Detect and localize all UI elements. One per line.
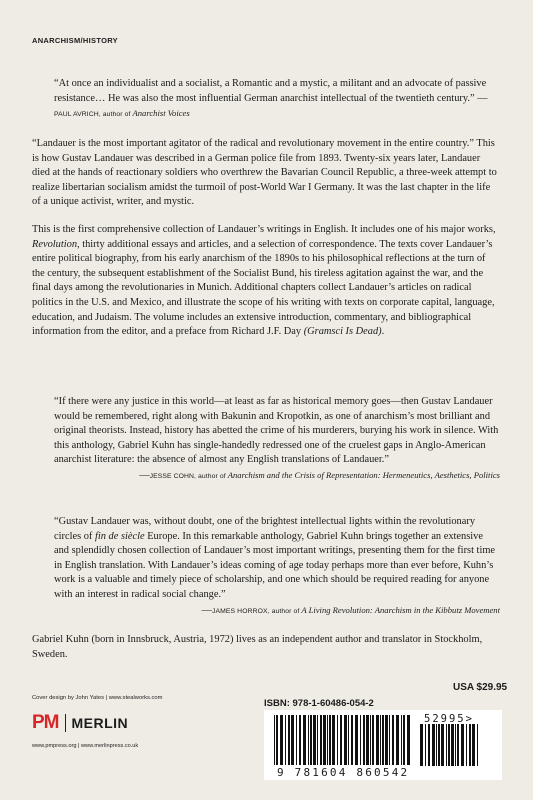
quote-avrich xyxy=(54,77,500,123)
quote-author-suffix: , author of xyxy=(98,111,133,119)
barcode-bar xyxy=(448,724,450,766)
barcode-bar xyxy=(420,724,423,766)
barcode-bar xyxy=(401,715,402,765)
para2-text-2: , thirty additional essays and articles, and a selection of correspondence. The texts cover Landauer’s entire political biography, from his early anarchism of the 1890s to his philosophical reflections at the turn of the century, the subsequent establishment of the Socialist Bund, his tireless agitation against the war, and the final days among the revolutionaries in Munich. Additional chapters collect Landauer’s articles on radical politics in the U.S. and Mexico, and illustrate the scope of his writing with texts on corporate capital, language, education, and Judaism. The volume includes an extensive introduction, commentary, and bibliographical information from the editor, and a preface from Richard J.F. Day xyxy=(32,238,495,338)
barcode-bar xyxy=(276,715,278,765)
barcode-bar xyxy=(363,715,365,765)
barcode-bar xyxy=(385,715,388,765)
quote-attribution xyxy=(54,468,500,485)
quote-author-suffix: , author of xyxy=(194,472,228,480)
barcode-bar xyxy=(323,715,326,765)
barcode-bar xyxy=(438,724,440,766)
para2-text-1: This is the first comprehensive collection of Landauer’s writings in English. It includes one of his major works, xyxy=(32,224,496,235)
barcode-bar xyxy=(320,715,322,765)
barcode-bar xyxy=(392,715,394,765)
barcode-bar xyxy=(310,715,312,765)
barcode-bar xyxy=(376,715,379,765)
category-label: ANARCHISM/HISTORY xyxy=(32,36,118,45)
barcode-bar xyxy=(403,715,405,765)
quote-text-2: Europe. In this remarkable anthology, Gabriel Kuhn brings together an extensive and splendidly chosen collection of Landauer’s most important writings, presenting them for the first time in English translation. With Landauer’s ideas coming of age today perhaps more than ever before, Kuhn’s work is a valuable and timely piece of scholarship, and one which should be required reading for anyone with an interest in radical social change.” xyxy=(54,530,496,600)
para2-title-revolution: Revolution xyxy=(32,238,78,250)
para2-title-gramsci: (Gramsci Is Dead) xyxy=(303,326,382,338)
barcode-bar xyxy=(461,724,464,766)
barcode-bar xyxy=(372,715,374,765)
logo-divider xyxy=(65,714,66,732)
cover-design-credit: Cover design by John Yates | www.stealworks.com xyxy=(32,695,163,701)
barcode-bar xyxy=(436,724,437,766)
quote-book: Anarchism and the Crisis of Representation: Hermeneutics, Aesthetics, Politics xyxy=(227,469,500,480)
barcode-bar xyxy=(389,715,390,765)
quote-dash: — xyxy=(201,604,213,616)
publisher-logo xyxy=(32,712,128,734)
publisher-urls: www.pmpress.org | www.merlinpress.co.uk xyxy=(32,743,139,749)
barcode-bar xyxy=(351,715,353,765)
barcode-bar xyxy=(396,715,399,765)
barcode-bar xyxy=(380,715,381,765)
barcode-bar xyxy=(274,715,275,765)
barcode-bar xyxy=(291,715,294,765)
quote-horrox xyxy=(54,515,500,619)
quote-text-1: “Gustav Landauer was, without doubt, one of the brightest intellectual lights within the revolutionary circles of xyxy=(54,516,476,542)
barcode-bar xyxy=(348,715,349,765)
price-addon-barcode xyxy=(420,724,482,774)
barcode-bar xyxy=(428,724,430,766)
barcode-bar xyxy=(308,715,309,765)
barcode-bar xyxy=(432,724,435,766)
quote-book: A Living Revolution: Anarchism in the Kibbutz Movement xyxy=(301,604,500,615)
barcode-bar xyxy=(472,724,475,766)
barcode-bar xyxy=(469,724,471,766)
barcode-bar xyxy=(280,715,283,765)
price-label: USA $29.95 xyxy=(453,682,508,693)
barcode-bar xyxy=(466,724,467,766)
barcode-bar xyxy=(303,715,306,765)
quote-emphasis: fin de siècle xyxy=(94,530,145,542)
barcode-bar xyxy=(329,715,331,765)
para2-text-3: . xyxy=(381,326,385,338)
quote-text: “At once an individualist and a socialist, a Romantic and a mystic, a militant and an advocate of passive resistance… He was also the most influential German anarchist intellectual of the twentieth century.” xyxy=(54,78,487,104)
barcode-bar xyxy=(317,715,318,765)
quote-author: PAUL AVRICH xyxy=(54,111,99,119)
isbn-barcode xyxy=(274,715,414,773)
barcode-bar xyxy=(451,724,454,766)
barcode-bar xyxy=(288,715,290,765)
quote-cohn xyxy=(54,395,500,485)
quote-attribution xyxy=(54,603,500,620)
quote-author: JESSE COHN xyxy=(149,472,195,480)
quote-author: JAMES HORROX xyxy=(212,607,268,615)
barcode-digits: 9 781604 860542 xyxy=(277,766,410,779)
quote-author-suffix: , author of xyxy=(267,607,302,615)
barcode-bar xyxy=(344,715,347,765)
barcode-bar xyxy=(327,715,328,765)
barcode-bar xyxy=(337,715,338,765)
barcode-bar xyxy=(457,724,459,766)
pm-logo-text: PM xyxy=(32,712,59,733)
barcode-bar xyxy=(313,715,316,765)
description-paragraph-2 xyxy=(32,223,500,340)
barcode-bar xyxy=(355,715,358,765)
barcode-bar xyxy=(332,715,335,765)
description-paragraph-1: “Landauer is the most important agitator of the radical and revolutionary movement in the entire country.” This is how Gustav Landauer was described in a German police file from 1893. Twenty-six years later, Landauer died at the hands of reactionary soldiers who overthrew the Bavarian Council Republic, a three-week attempt to realize libertarian socialism amidst the turmoil of post-World War I Germany. It was the last chapter in the life of a unique activist, writer, and mystic. xyxy=(32,138,497,208)
barcode-bar xyxy=(299,715,301,765)
quote-dash: — xyxy=(474,92,488,104)
isbn-label: ISBN: 978-1-60486-054-2 xyxy=(264,698,374,709)
barcode-bar xyxy=(425,724,426,766)
barcode-bar xyxy=(360,715,361,765)
barcode-bar xyxy=(446,724,447,766)
barcode-bar xyxy=(370,715,371,765)
quote-dash: — xyxy=(139,469,150,481)
quote-text: “If there were any justice in this world—at least as far as historical memory goes—then Gustav Landauer would be remembered, right along with Bakunin and Kropotkin, as one of anarchism’s most brilliant and original theorists. Instead, history has abetted the crime of his murderers, burying his work in silence. With this anthology, Gabriel Kuhn has single-handedly redressed one of the cruelest gaps in Anglo-American anarchist literature: the absence of almost any English translations of Landauer.” xyxy=(54,396,499,466)
barcode-bar xyxy=(285,715,286,765)
addon-digits: 52995> xyxy=(424,713,474,725)
merlin-logo-text: MERLIN xyxy=(71,715,129,731)
barcode-bar xyxy=(340,715,342,765)
barcode-bar xyxy=(296,715,297,765)
barcode-bar xyxy=(455,724,456,766)
barcode-bar xyxy=(477,724,478,766)
barcode-bar xyxy=(407,715,410,765)
barcode-bar xyxy=(382,715,384,765)
barcode-bar xyxy=(366,715,369,765)
quote-book: Anarchist Voices xyxy=(132,108,190,119)
barcode-bar xyxy=(441,724,444,766)
author-bio: Gabriel Kuhn (born in Innsbruck, Austria, 1972) lives as an independent author and translator in Stockholm, Sweden. xyxy=(32,634,483,660)
